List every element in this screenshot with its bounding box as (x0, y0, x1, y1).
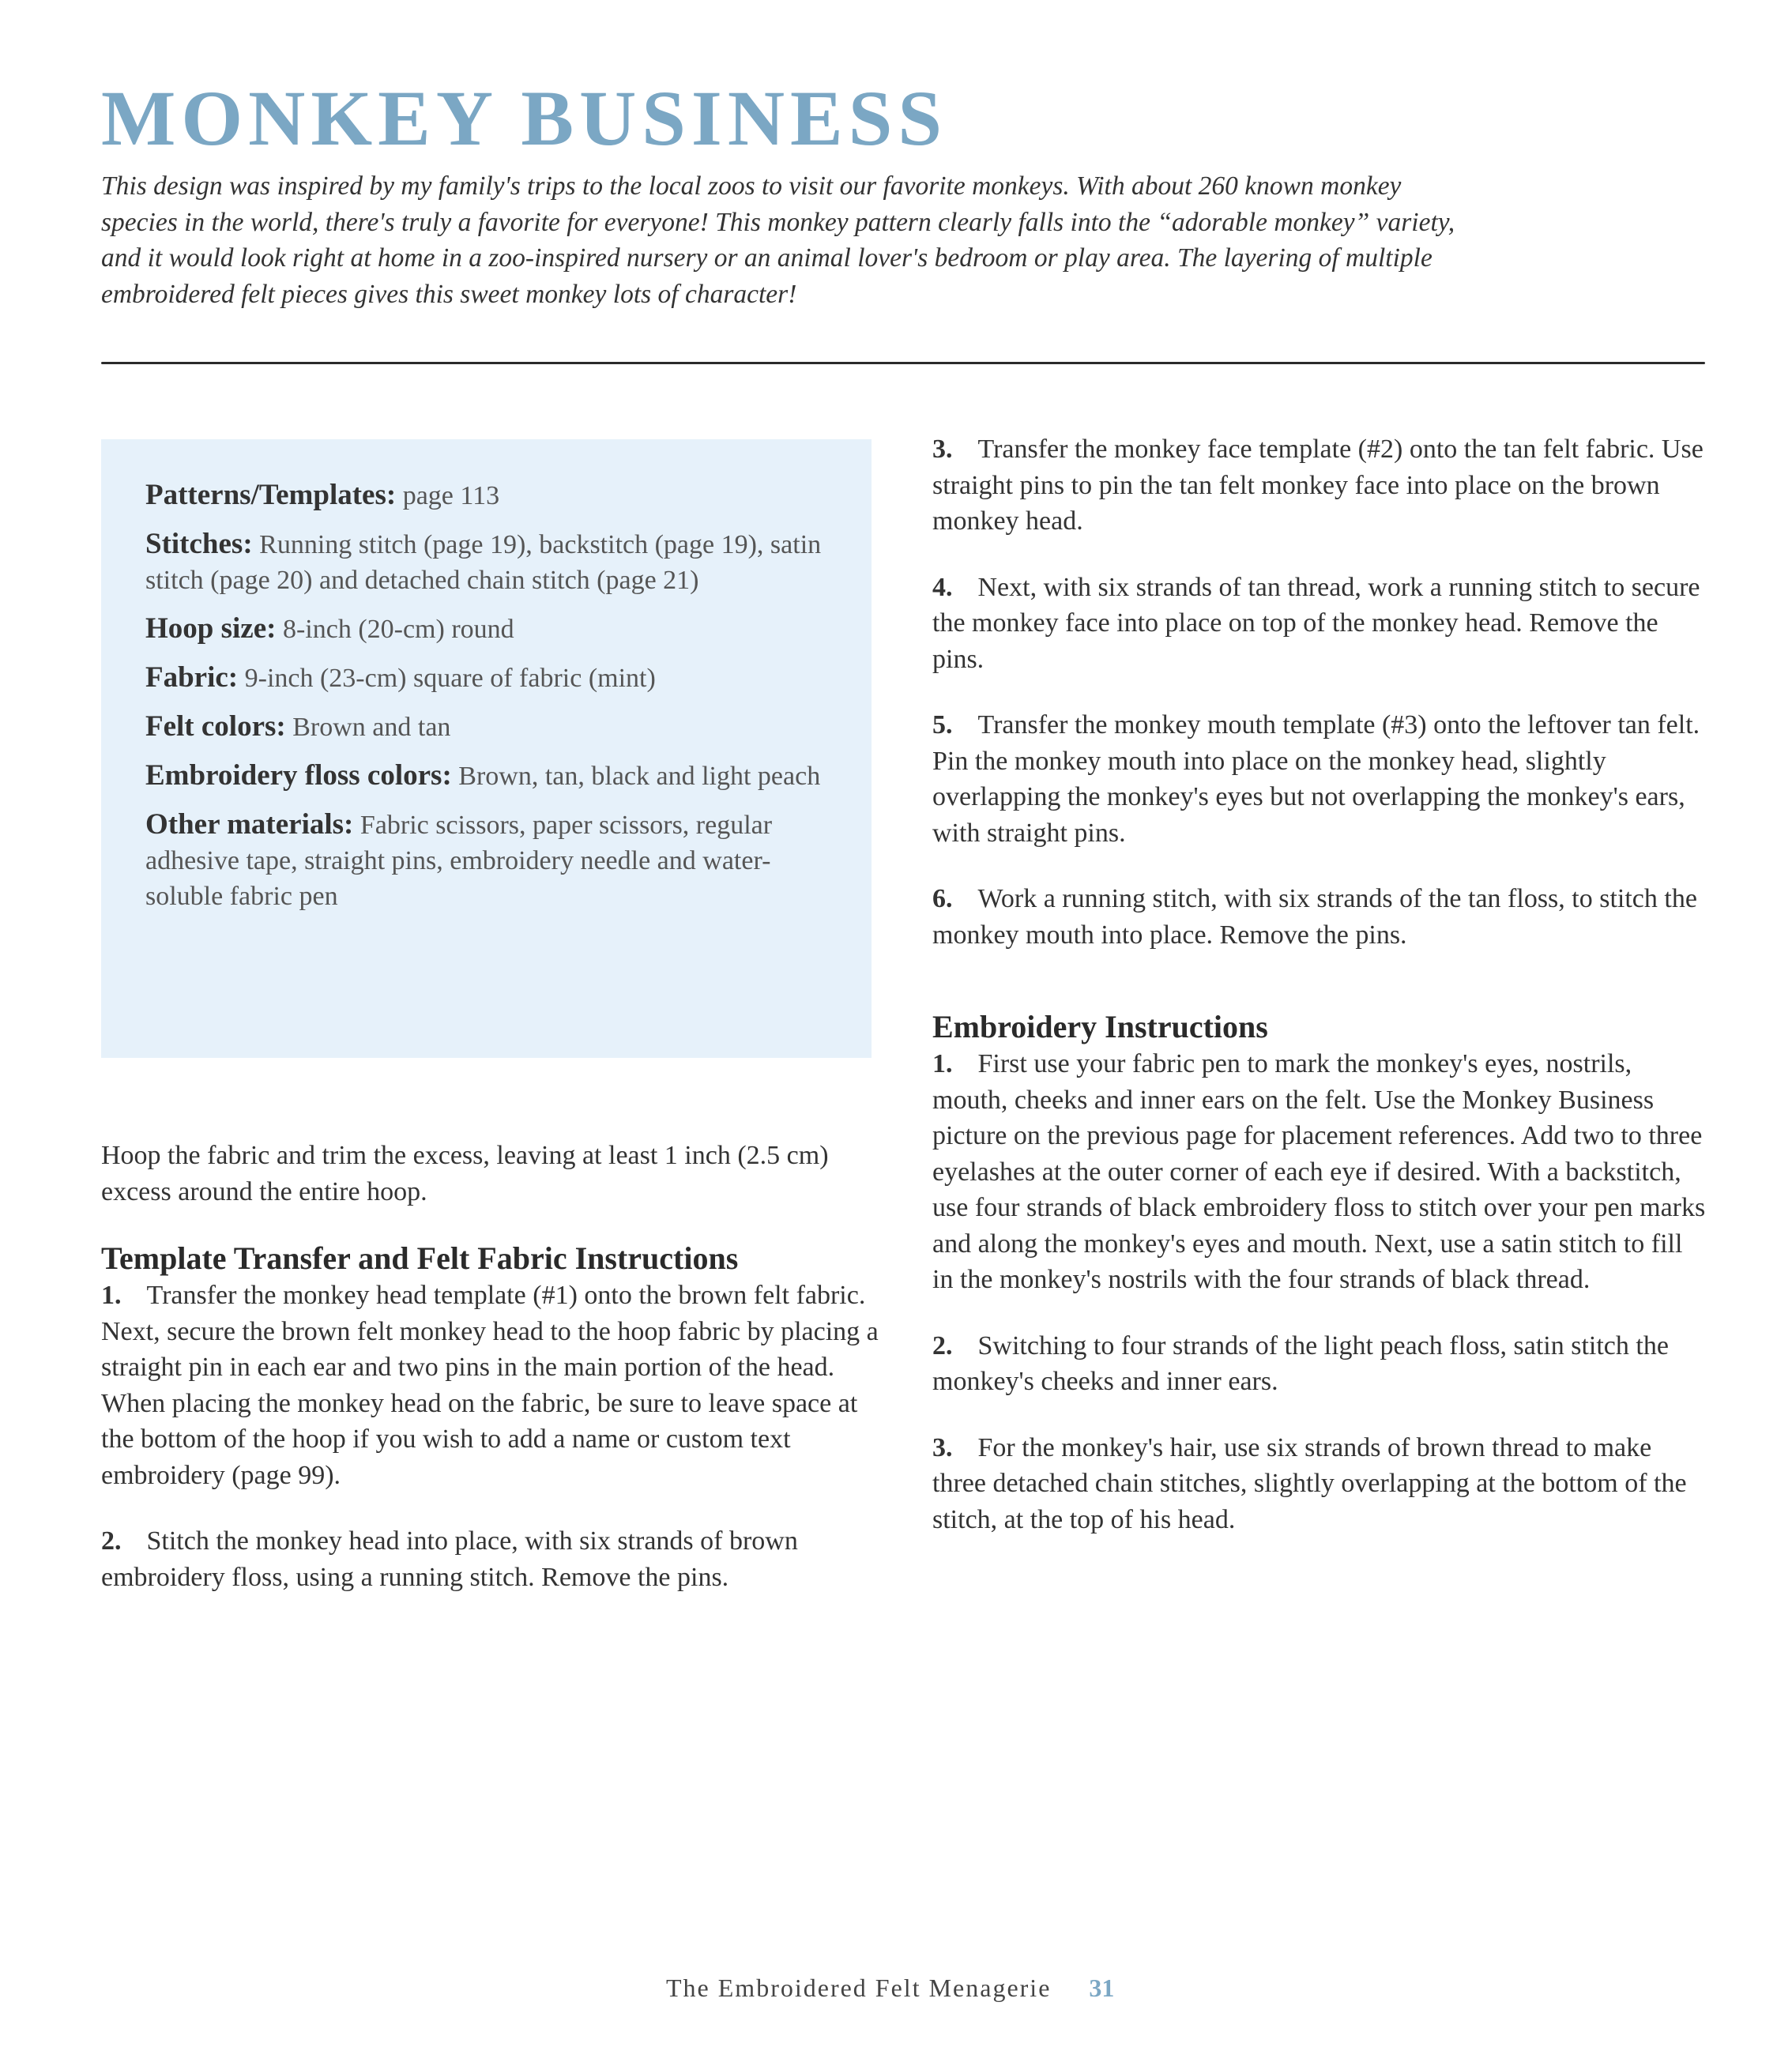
materials-label: Hoop size: (145, 612, 277, 645)
step-text: First use your fabric pen to mark the monkey's eyes, nostrils, mouth, cheeks and inner ears on the felt. Use the Monkey Business picture on the previous page for placement references. Add two to three eyelashes at the outer corner of each eye if desired. With a backstitch, use four strands of black embroidery floss to stitch over your pen marks and along the monkey's eyes and mouth. Next, use a satin stitch to fill in the monkey's nostrils with the four strands of black thread. (932, 1049, 1706, 1294)
step-text: Next, with six strands of tan thread, work a running stitch to secure the monkey face into place on top of the monkey head. Remove the pins. (932, 572, 1700, 674)
materials-value: 8-inch (20-cm) round (282, 615, 514, 644)
embroidery-step-2 (932, 1328, 1707, 1400)
materials-box (101, 439, 872, 1058)
materials-label: Stitches: (145, 528, 253, 560)
step-number: 4. (932, 572, 953, 602)
template-section-heading: Template Transfer and Felt Fabric Instructions (101, 1240, 739, 1276)
materials-label: Felt colors: (145, 710, 286, 743)
template-step-6 (932, 881, 1707, 953)
step-number: 3. (932, 1432, 953, 1462)
materials-item-hoop-size (145, 611, 832, 647)
step-text: For the monkey's hair, use six strands of brown thread to make three detached chain stitches, slightly overlapping at the bottom of the stitch, at the top of his head. (932, 1432, 1687, 1534)
step-text: Stitch the monkey head into place, with six strands of brown embroidery floss, using a running stitch. Remove the pins. (101, 1526, 798, 1592)
right-column (932, 431, 1707, 1567)
template-step-1 (101, 1278, 883, 1493)
page-footer (666, 1974, 1114, 2003)
template-step-4 (932, 570, 1707, 678)
step-text: Work a running stitch, with six strands of the tan floss, to stitch the monkey mouth into place. Remove the pins. (932, 884, 1697, 950)
materials-item-stitches (145, 526, 832, 598)
left-column (101, 1138, 883, 1625)
divider-rule (101, 362, 1705, 364)
materials-value: Brown, tan, black and light peach (458, 762, 821, 791)
embroidery-step-1 (932, 1046, 1707, 1298)
step-number: 5. (932, 710, 953, 739)
template-step-3 (932, 431, 1707, 540)
materials-value: Fabric scissors, paper scissors, regular adhesive tape, straight pins, embroidery needle and water-soluble fabric pen (145, 811, 773, 911)
intro-paragraph: This design was inspired by my family's trips to the local zoos to visit our favorite monkeys. With about 260 known monkey species in the world, there's truly a favorite for everyone! This monkey pattern clearly falls into the “adorable monkey” variety, and it would look right at home in a zoo-inspired nursery or an animal lover's bedroom or play area. The layering of multiple embroidered felt pieces gives this sweet monkey lots of character! (101, 171, 1455, 309)
materials-label: Embroidery floss colors: (145, 759, 452, 792)
step-number: 2. (101, 1526, 122, 1556)
materials-label: Fabric: (145, 661, 239, 694)
footer-book-title: The Embroidered Felt Menagerie (666, 1974, 1052, 2002)
template-step-2 (101, 1523, 883, 1595)
materials-value: page 113 (402, 481, 500, 510)
materials-value: 9-inch (23-cm) square of fabric (mint) (244, 664, 656, 693)
step-number: 1. (932, 1049, 953, 1078)
step-number: 3. (932, 435, 953, 464)
materials-item-patterns (145, 477, 832, 514)
materials-item-felt-colors (145, 709, 832, 745)
embroidery-section-heading: Embroidery Instructions (932, 1009, 1268, 1044)
step-text: Transfer the monkey head template (#1) onto the brown felt fabric. Next, secure the brown felt monkey head to the hoop fabric by placing a straight pin in each ear and two pins in the main portion of the head. When placing the monkey head on the fabric, be sure to leave space at the bottom of the hoop if you wish to add a name or custom text embroidery (page 99). (101, 1281, 879, 1490)
step-number: 6. (932, 884, 953, 913)
step-text: Transfer the monkey face template (#2) onto the tan felt fabric. Use straight pins to pin the tan felt monkey face into place on the brown monkey head. (932, 435, 1704, 536)
step-number: 1. (101, 1281, 122, 1310)
materials-item-fabric (145, 660, 832, 696)
materials-value: Running stitch (page 19), backstitch (page 19), satin stitch (page 20) and detached chain stitch (page 21) (145, 530, 822, 595)
materials-item-floss-colors (145, 758, 832, 794)
step-text: Switching to four strands of the light peach floss, satin stitch the monkey's cheeks and inner ears. (932, 1330, 1669, 1396)
hoop-paragraph: Hoop the fabric and trim the excess, leaving at least 1 inch (2.5 cm) excess around the entire hoop. (101, 1141, 829, 1206)
step-text: Transfer the monkey mouth template (#3) onto the leftover tan felt. Pin the monkey mouth into place on the monkey head, slightly overlapping the monkey's eyes but not overlapping the monkey's ears, with straight pins. (932, 710, 1700, 848)
materials-label: Other materials: (145, 808, 354, 841)
step-number: 2. (932, 1330, 953, 1360)
page-title: MONKEY BUSINESS (101, 74, 947, 162)
embroidery-step-3 (932, 1430, 1707, 1538)
materials-value: Brown and tan (292, 713, 451, 742)
page-number: 31 (1089, 1974, 1115, 2002)
materials-label: Patterns/Templates: (145, 479, 397, 511)
template-step-5 (932, 707, 1707, 851)
materials-item-other (145, 807, 832, 914)
